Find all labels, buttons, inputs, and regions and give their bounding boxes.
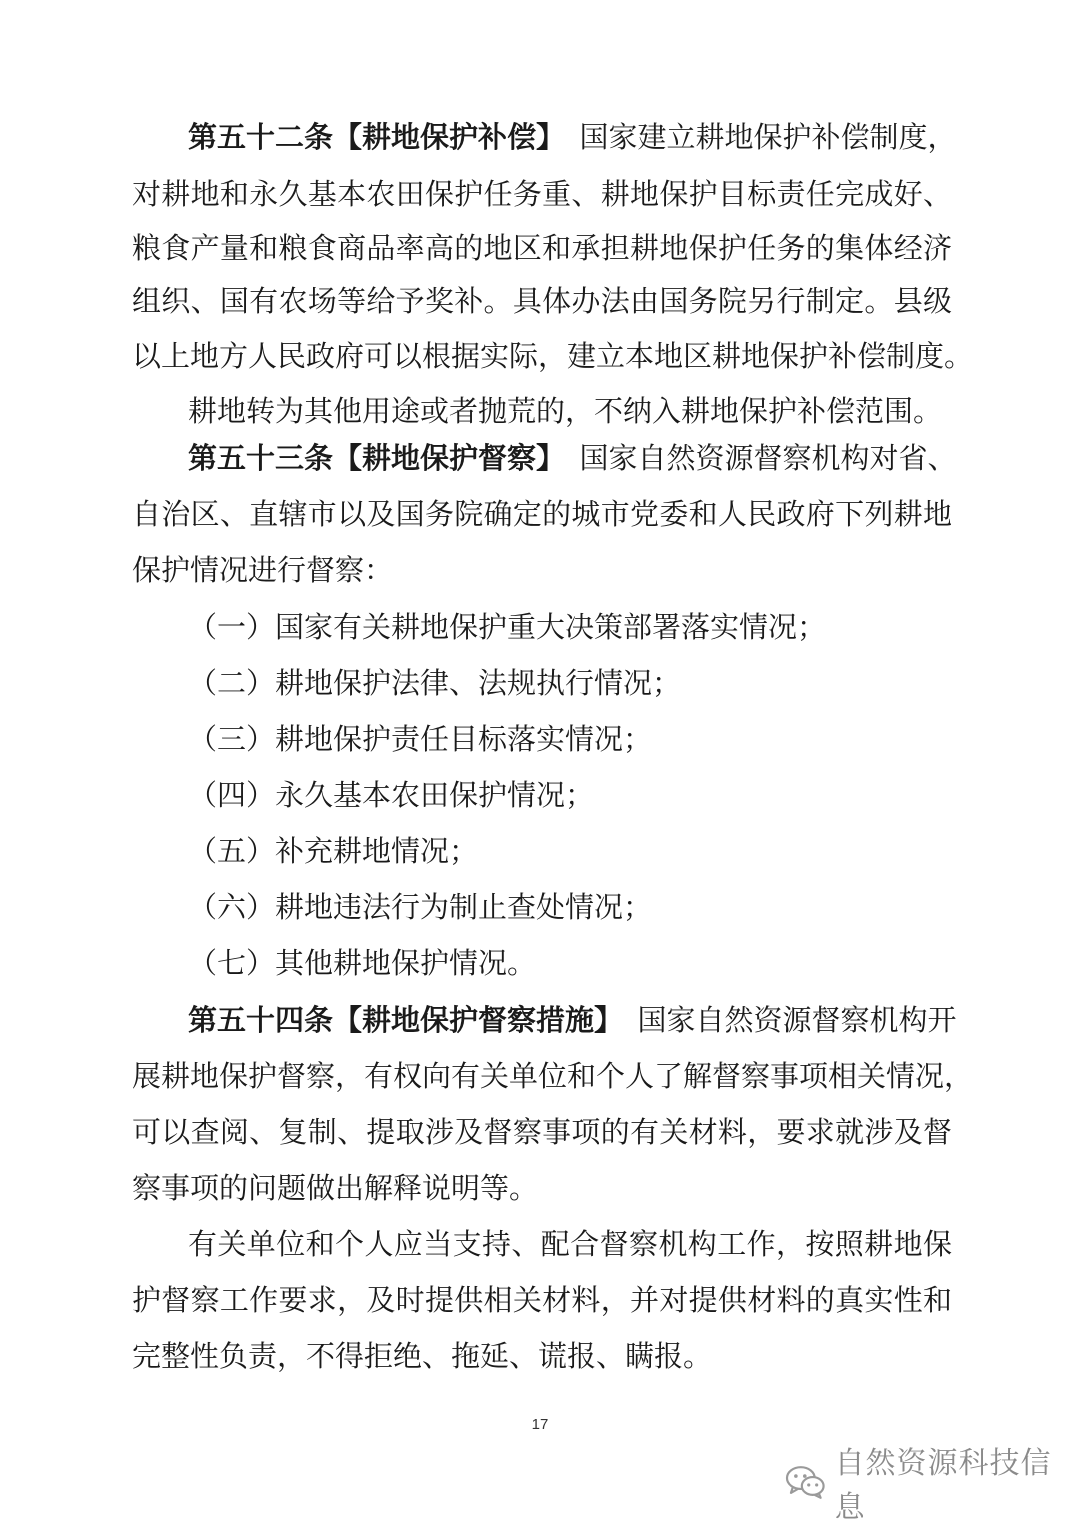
list-item-6: （六）耕地违法行为制止查处情况；	[188, 890, 653, 924]
article-54-para-2-line-1: 有关单位和个人应当支持、配合督察机构工作，按照耕地保	[188, 1227, 952, 1261]
article-53-heading: 第五十三条【耕地保护督察】	[188, 441, 551, 475]
article-54-text: 国家自然资源督察机构开	[637, 1003, 957, 1037]
article-54-para-2-line-3: 完整性负责，不得拒绝、拖延、谎报、瞒报。	[132, 1339, 713, 1373]
article-54-para-2-line-2: 护督察工作要求，及时提供相关材料，并对提供材料的真实性和	[132, 1283, 952, 1317]
list-item-3: （三）耕地保护责任目标落实情况；	[188, 722, 653, 756]
list-item-4: （四）永久基本农田保护情况；	[188, 778, 595, 812]
list-item-5: （五）补充耕地情况；	[188, 834, 479, 868]
list-item-1: （一）国家有关耕地保护重大决策部署落实情况；	[188, 610, 827, 644]
article-53-line-2: 自治区、直辖市以及国务院确定的城市党委和人民政府下列耕地	[132, 497, 952, 531]
page-number: 17	[531, 1416, 549, 1433]
article-54-line-2: 展耕地保护督察，有权向有关单位和个人了解督察事项相关情况，	[132, 1059, 974, 1093]
watermark-text: 自然资源科技信息	[834, 1446, 1052, 1525]
article-52-line-2: 对耕地和永久基本农田保护任务重、耕地保护目标责任完成好、	[132, 177, 952, 211]
list-item-2: （二）耕地保护法律、法规执行情况；	[188, 666, 682, 700]
wechat-icon	[785, 1464, 827, 1500]
article-53-line-1	[188, 438, 957, 478]
watermark	[785, 1446, 1080, 1525]
article-53-line-3: 保护情况进行督察：	[132, 553, 394, 587]
article-52-text: 国家建立耕地保护补偿制度，	[579, 120, 957, 154]
article-52-line-1	[188, 117, 957, 157]
article-52-line-4: 组织、国有农场等给予奖补。具体办法由国务院另行制定。县级	[132, 284, 952, 318]
article-52-line-3: 粮食产量和粮食商品率高的地区和承担耕地保护任务的集体经济	[132, 231, 952, 265]
article-52-para-2: 耕地转为其他用途或者抛荒的，不纳入耕地保护补偿范围。	[188, 394, 943, 428]
article-54-line-4: 察事项的问题做出解释说明等。	[132, 1171, 539, 1205]
article-54-line-3: 可以查阅、复制、提取涉及督察事项的有关材料，要求就涉及督	[132, 1115, 952, 1149]
article-53-text: 国家自然资源督察机构对省、	[579, 441, 957, 475]
article-52-heading: 第五十二条【耕地保护补偿】	[188, 120, 551, 154]
article-52-line-5: 以上地方人民政府可以根据实际，建立本地区耕地保护补偿制度。	[132, 339, 974, 373]
article-54-line-1	[188, 1000, 957, 1040]
article-54-heading: 第五十四条【耕地保护督察措施】	[188, 1003, 609, 1037]
list-item-7: （七）其他耕地保护情况。	[188, 946, 537, 980]
